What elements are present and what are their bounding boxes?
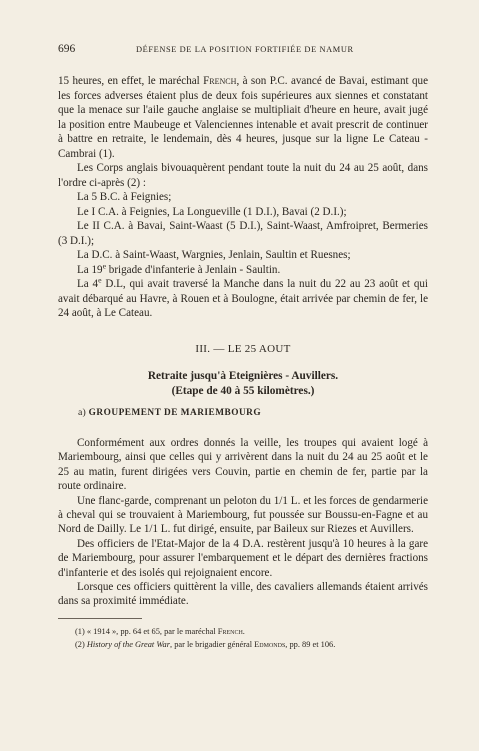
subtitle-line-2: (Etape de 40 à 55 kilomètres.): [171, 385, 315, 397]
paragraph: Conformément aux ordres donnés la veille, les troupes qui avaient logé à Mariembourg, ainsi que celles qui y arrivèrent dans la nuit du 24 au 25 août et le 25 au matin, furent dirigées vers Couvin, partie en chemin de fer, partie par la route ordinaire.: [58, 437, 428, 493]
section-heading: III. — LE 25 AOUT: [195, 343, 291, 355]
footnotes: [75, 625, 430, 651]
paragraph: Des officiers de l'Etat-Major de la 4 D.A. restèrent jusqu'à 10 heures à la gare de Mariembourg, pour assurer l'embarquement et le départ des dernières fractions d'infanterie et des isolés qui rejoignaient encore.: [58, 537, 428, 579]
list-item: La D.C. à Saint-Waast, Wargnies, Jenlain, Saultin et Ruesnes;: [77, 249, 351, 261]
list-item: La 5 B.C. à Feignies;: [77, 191, 172, 203]
paragraph: Lorsque ces officiers quittèrent la ville, des cavaliers allemands étaient arrivés dans sa proximité immédiate.: [58, 581, 428, 608]
paragraph: Une flanc-garde, comprenant un peloton du 1/1 L. et les forces de gendarmerie à cheval qui se trouvaient à Mariembourg, fut poussée sur Boussu-en-Fagne et au Nord de Dailly. Le 1/1 L. fut dirigé, ensuite, par Baileux sur Riezes et Auvillers.: [58, 494, 428, 536]
list-item: Le II C.A. à Bavai, Saint-Waast (5 D.I.), Saint-Waast, Amfroipret, Bermeries (3 D.I.);: [58, 220, 428, 247]
section-1-text: [58, 74, 428, 321]
section-subtitle: [58, 369, 428, 399]
paragraph: La 4e D.L, qui avait traversé la Manche dans la nuit du 22 au 23 août et qui avait débarqué au Havre, à Rouen et à Boulogne, était arrivée par chemin de fer, le 24 août, à Le Cateau.: [58, 275, 428, 319]
list-item: Le I C.A. à Feignies, La Longueville (1 D.I.), Bavai (2 D.I.);: [77, 205, 347, 218]
list-item: La 19e brigade d'infanterie à Jenlain - Saultin.: [77, 260, 281, 276]
section-2-text: [58, 436, 428, 609]
footnote-1: (1) « 1914 », pp. 64 et 65, par le maréchal French.: [75, 627, 245, 636]
subtitle-line-1: Retraite jusqu'à Eteignières - Auvillers.: [147, 370, 339, 382]
paragraph: 15 heures, en effet, le maréchal French, à son P.C. avancé de Bavai, estimant que les forces adverses étaient plus de deux fois supérieures aux siennes et constatant que la menace sur l'aile gauche anglaise se multipliait d'heure en heure, avait jugé la position entre Maubeuge et Valenciennes intenable et avait prescrit de continuer à battre en retraite, le lendemain, dès 4 heures, jusque sur la ligne Le Cateau - Cambrai (1).: [58, 75, 429, 160]
subsection-letter: a): [78, 407, 87, 418]
subsection-heading: [78, 407, 261, 418]
footnote-2: (2) History of the Great War, par le brigadier général Edmonds, pp. 89 et 106.: [75, 640, 336, 649]
footnote-rule: [58, 618, 142, 619]
author-name: French: [203, 75, 237, 87]
running-title: DÉFENSE DE LA POSITION FORTIFIÉE DE NAMUR: [136, 45, 354, 54]
subsection-title: GROUPEMENT DE MARIEMBOURG: [88, 408, 262, 418]
paragraph: Les Corps anglais bivouaquèrent pendant toute la nuit du 24 au 25 août, dans l'ordre ci-après (2) :: [58, 162, 428, 189]
page-number: 696: [58, 43, 76, 55]
